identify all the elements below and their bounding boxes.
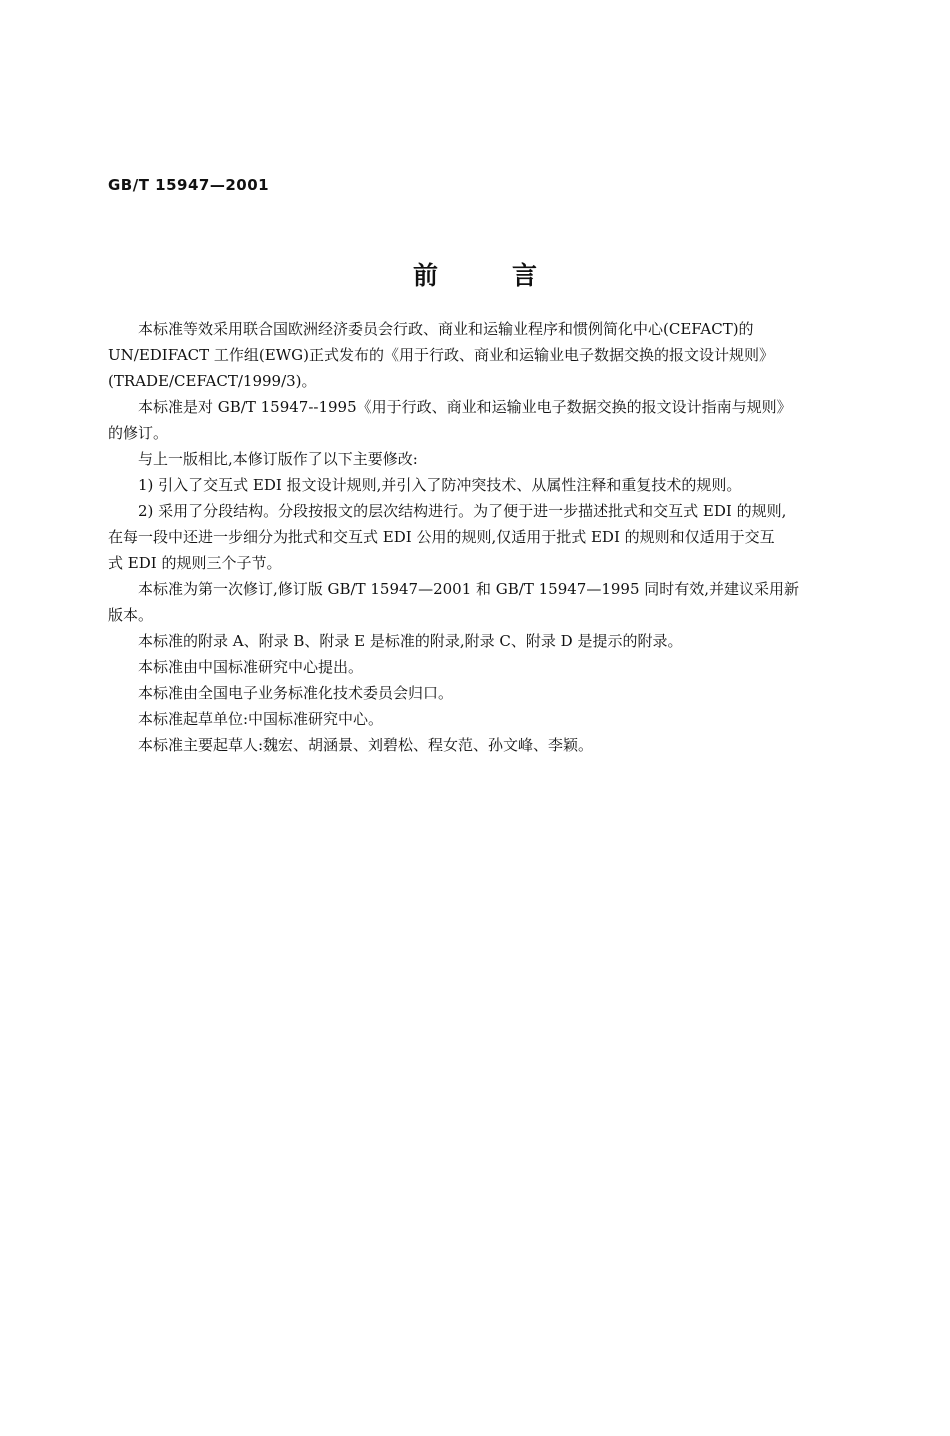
paragraph-drafters: 本标准主要起草人:魏宏、胡涵景、刘碧松、程女范、孙文峰、李颖。: [138, 736, 594, 754]
paragraph-drafting-unit: 本标准起草单位:中国标准研究中心。: [138, 710, 384, 728]
paragraph-managed-by: 本标准由全国电子业务标准化技术委员会归口。: [138, 684, 454, 702]
page-title: 前言: [412, 261, 611, 290]
paragraph-annexes: 本标准的附录 A、附录 B、附录 E 是标准的附录,附录 C、附录 D 是提示的附录。: [138, 632, 683, 650]
paragraph-proposed-by: 本标准由中国标准研究中心提出。: [138, 658, 364, 676]
paragraph-changes-intro: 与上一版相比,本修订版作了以下主要修改:: [138, 450, 418, 468]
paragraph-change-1: 1) 引入了交互式 EDI 报文设计规则,并引入了防冲突技术、从属性注释和重复技术的规则。: [138, 476, 742, 494]
standard-code: GB/T 15947—2001: [108, 176, 270, 194]
foreword-body: [108, 316, 843, 758]
paragraph-validity: 本标准为第一次修订,修订版 GB/T 15947—2001 和 GB/T 15947—1995 同时有效,并建议采用新 版本。: [108, 580, 800, 624]
paragraph-equivalence: 本标准等效采用联合国欧洲经济委员会行政、商业和运输业程序和惯例简化中心(CEFACT)的 UN/EDIFACT 工作组(EWG)正式发布的《用于行政、商业和运输业电子数据交换的报文设计规则》 (TRADE/CEFACT/1999/3)。: [108, 320, 774, 390]
paragraph-change-2: 2) 采用了分段结构。分段按报文的层次结构进行。为了便于进一步描述批式和交互式 EDI 的规则, 在每一段中还进一步细分为批式和交互式 EDI 公用的规则,仅适用于批式 EDI 的规则和仅适用于交互 式 EDI 的规则三个子节。: [108, 502, 787, 572]
paragraph-revision-of: 本标准是对 GB/T 15947--1995《用于行政、商业和运输业电子数据交换的报文设计指南与规则》 的修订。: [108, 398, 792, 442]
